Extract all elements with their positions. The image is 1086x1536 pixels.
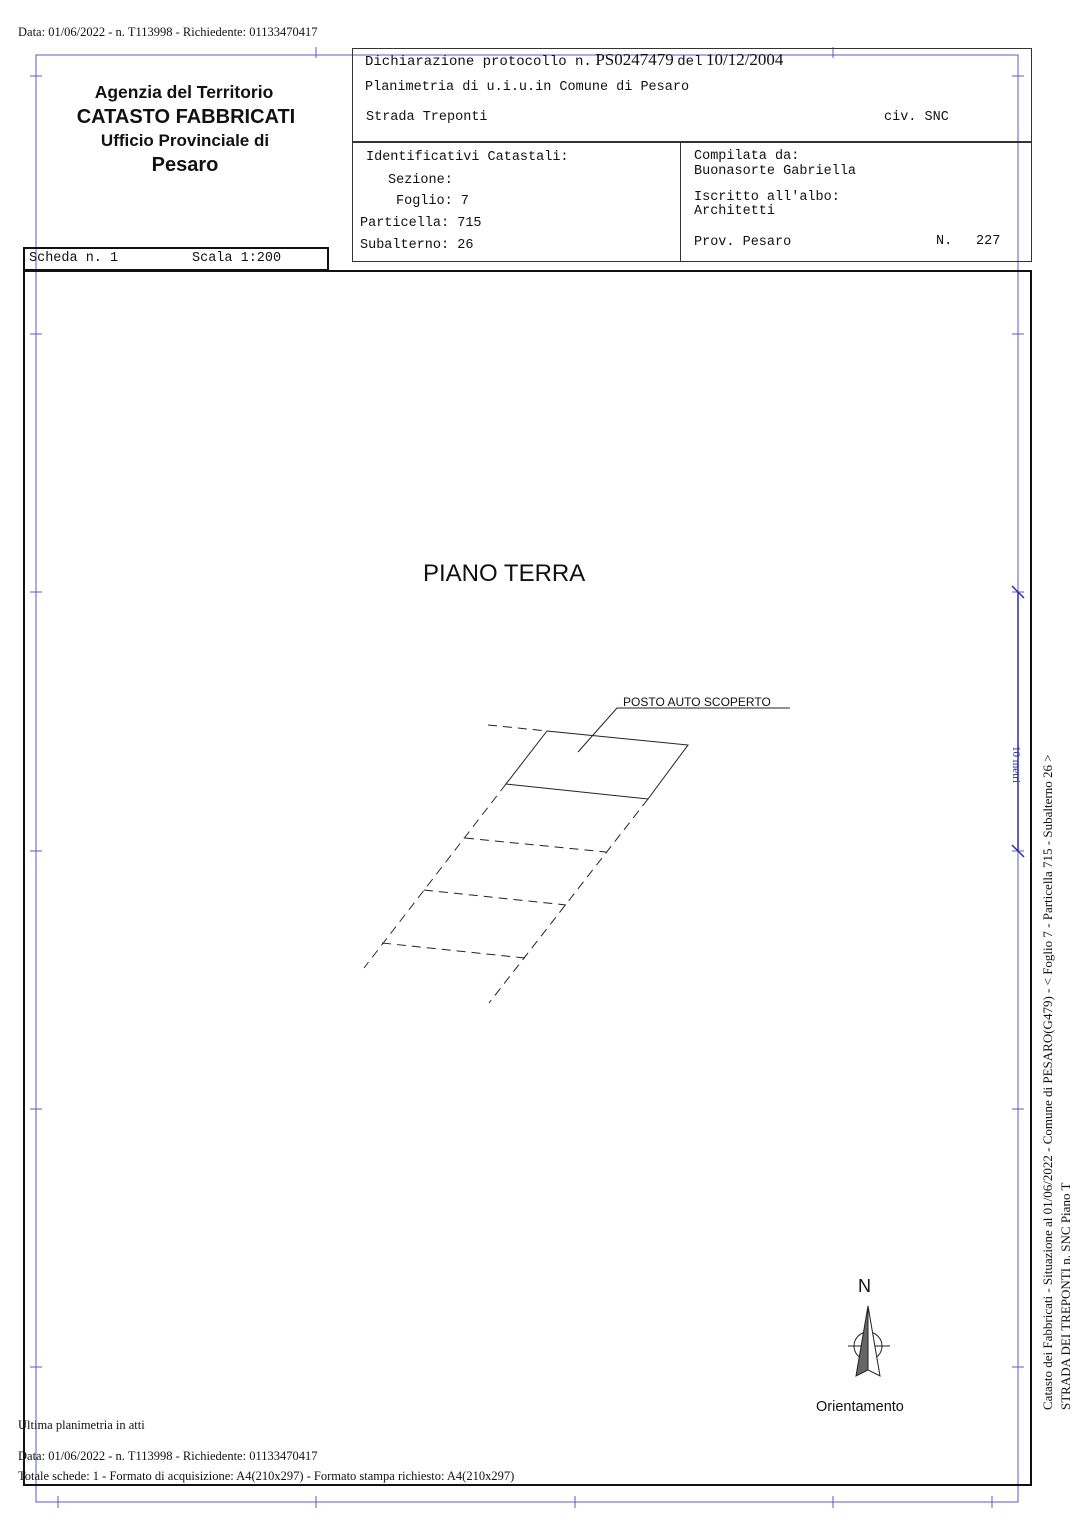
- agency-name: Agenzia del Territorio: [94, 82, 274, 102]
- office-city: Pesaro: [151, 154, 219, 176]
- parking-label: POSTO AUTO SCOPERTO: [623, 695, 771, 709]
- dashed-line: [364, 784, 506, 968]
- province: Prov. Pesaro: [694, 235, 792, 250]
- footer-request-line: Data: 01/06/2022 - n. T113998 - Richiedente: 01133470417: [18, 1449, 318, 1463]
- albo-value: Architetti: [694, 204, 776, 219]
- registration-label: N.: [936, 234, 953, 249]
- dashed-line: [489, 799, 648, 1003]
- identifier-foglio: Foglio: 7: [396, 194, 469, 209]
- compass-label: Orientamento: [816, 1399, 904, 1415]
- scheda-number: Scheda n. 1: [29, 251, 119, 266]
- floor-title: PIANO TERRA: [423, 560, 586, 587]
- footer-format-line: Totale schede: 1 - Formato di acquisizione: A4(210x297) - Formato stampa richiesto: A4(210x297): [18, 1469, 515, 1483]
- scale-bar-label: 10 metri: [1010, 746, 1022, 783]
- street-line: Strada Treponti: [366, 110, 488, 125]
- side-info-line1: Catasto dei Fabbricati - Situazione al 01/06/2022 - Comune di PESARO(G479) - < Foglio 7 - Particella 715 - Subalterno 26 >: [1040, 754, 1055, 1410]
- identifier-subalterno: Subalterno: 26: [360, 238, 474, 253]
- compiler-label: Compilata da:: [694, 149, 800, 164]
- protocol-number: PS0247479: [595, 50, 674, 69]
- compass-icon: [838, 1300, 898, 1380]
- header-request-line: Data: 01/06/2022 - n. T113998 - Richiedente: 01133470417: [18, 25, 318, 39]
- planimetry-line: Planimetria di u.i.u.in Comune di Pesaro: [365, 80, 690, 95]
- albo-label: Iscritto all'albo:: [694, 190, 840, 205]
- compiler-name: Buonasorte Gabriella: [694, 164, 857, 179]
- civic-number: civ. SNC: [884, 110, 949, 125]
- dashed-line: [488, 725, 547, 731]
- identifier-sezione: Sezione:: [388, 173, 453, 188]
- declaration-label: Dichiarazione protocollo n.: [365, 54, 592, 70]
- side-info-line2: STRADA DEI TREPONTI n. SNC Piano T: [1058, 1182, 1073, 1410]
- declaration-date: 10/12/2004: [705, 50, 784, 69]
- declaration-del: del: [677, 54, 703, 70]
- parking-leader-line: [578, 708, 790, 752]
- office-subtitle: Ufficio Provinciale di: [100, 131, 270, 150]
- dashed-line: [424, 890, 566, 905]
- registration-number: 227: [976, 234, 1001, 249]
- compass-north-label: N: [858, 1276, 871, 1296]
- dashed-line: [465, 838, 606, 852]
- identifier-particella: Particella: 715: [360, 216, 482, 231]
- catasto-title: CATASTO FABBRICATI: [76, 106, 296, 128]
- identifiers-title: Identificativi Catastali:: [366, 150, 569, 165]
- parking-space-outline: [506, 731, 688, 799]
- scheda-scale: Scala 1:200: [192, 251, 282, 266]
- dashed-line: [382, 943, 525, 958]
- footer-note: Ultima planimetria in atti: [18, 1418, 145, 1432]
